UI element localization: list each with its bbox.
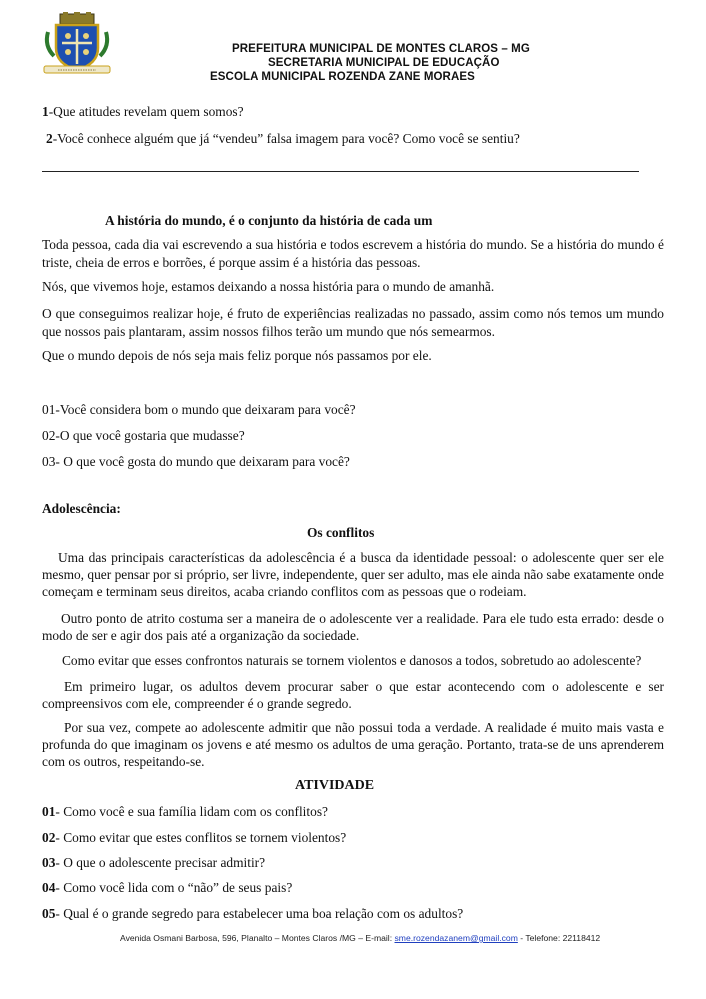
activity-question-5: 05- Qual é o grande segredo para estabelecer uma boa relação com os adultos? [42, 906, 464, 921]
divider-line [42, 171, 639, 172]
section1-paragraph-1: Toda pessoa, cada dia vai escrevendo a sua história e todos escrevem a história do mundo. Se a história do mundo é triste, cheia de erros e borrões, é porque assim é a história das pessoas. [42, 237, 664, 270]
page-footer [120, 933, 600, 943]
activity-question-1: 01- Como você e sua família lidam com os conflitos? [42, 804, 328, 819]
section2-paragraph-3: Como evitar que esses confrontos naturais se tornem violentos e danosos a todos, sobretudo ao adolescente? [62, 653, 642, 668]
section1-question-2: 02-O que você gostaria que mudasse? [42, 428, 245, 443]
header-prefeitura: PREFEITURA MUNICIPAL DE MONTES CLAROS – MG [232, 43, 530, 55]
section2-paragraph-1: Uma das principais características da adolescência é a busca da identidade pessoal: o adolescente quer ser ele mesmo, quer pensar por si próprio, ser livre, independente, quer ser adulto, mas ele ainda não sabe exatamente onde começam e terminam seus direitos, acaba criando conflitos com as pessoas que o rodeiam. [42, 550, 664, 599]
section2-title: Os conflitos [307, 525, 375, 540]
footer-email-link[interactable]: sme.rozendazanem@gmail.com [394, 933, 518, 943]
section2-label: Adolescência: [42, 501, 121, 516]
section1-paragraph-4: Que o mundo depois de nós seja mais feliz porque nós passamos por ele. [42, 348, 432, 363]
section1-question-3: 03- O que você gosta do mundo que deixaram para você? [42, 454, 350, 469]
section1-title: A história do mundo, é o conjunto da história de cada um [105, 213, 433, 228]
activity-title: ATIVIDADE [295, 778, 375, 793]
activity-question-3: 03- O que o adolescente precisar admitir? [42, 855, 266, 870]
section1-paragraph-3: O que conseguimos realizar hoje, é fruto de experiências realizadas no passado, assim como nós temos um mundo que nossos pais plantaram, assim nossos filhos terão um mundo que nós semearmos. [42, 306, 664, 339]
section1-paragraph-2: Nós, que vivemos hoje, estamos deixando a nossa história para o mundo de amanhã. [42, 279, 495, 294]
section1-question-1: 01-Você considera bom o mundo que deixaram para você? [42, 402, 356, 417]
footer-address: Avenida Osmani Barbosa, 596, Planalto – Montes Claros /MG – E-mail: [120, 933, 395, 943]
section2-paragraph-4: Em primeiro lugar, os adultos devem procurar saber o que estar acontecendo com o adolescente e ser compreensivos com ele, compreender é o grande segredo. [42, 679, 664, 711]
footer-phone: - Telefone: 22118412 [517, 933, 601, 943]
section2-paragraph-5: Por sua vez, compete ao adolescente admitir que não possui toda a verdade. A realidade é muito mais vasta e profunda do que imaginam os jovens e até mesmo os adultos de uma geração. Portanto, trata-se de uns aprenderem com os outros, respeitando-se. [42, 720, 664, 769]
header-secretaria: SECRETARIA MUNICIPAL DE EDUCAÇÃO [268, 57, 500, 69]
header-escola: ESCOLA MUNICIPAL ROZENDA ZANE MORAES [210, 71, 475, 83]
activity-question-4: 04- Como você lida com o “não” de seus pais? [42, 880, 293, 895]
section2-paragraph-2: Outro ponto de atrito costuma ser a maneira de o adolescente ver a realidade. Para ele tudo esta errado: desde o modo de ser e agir dos pais até a organização da sociedade. [42, 611, 664, 643]
municipal-coat-of-arms-icon [40, 12, 114, 76]
intro-question-2: 2-Você conhece alguém que já “vendeu” falsa imagem para você? Como você se sentiu? [46, 131, 520, 146]
intro-question-1: 1-Que atitudes revelam quem somos? [42, 104, 244, 119]
activity-question-2: 02- Como evitar que estes conflitos se tornem violentos? [42, 830, 347, 845]
